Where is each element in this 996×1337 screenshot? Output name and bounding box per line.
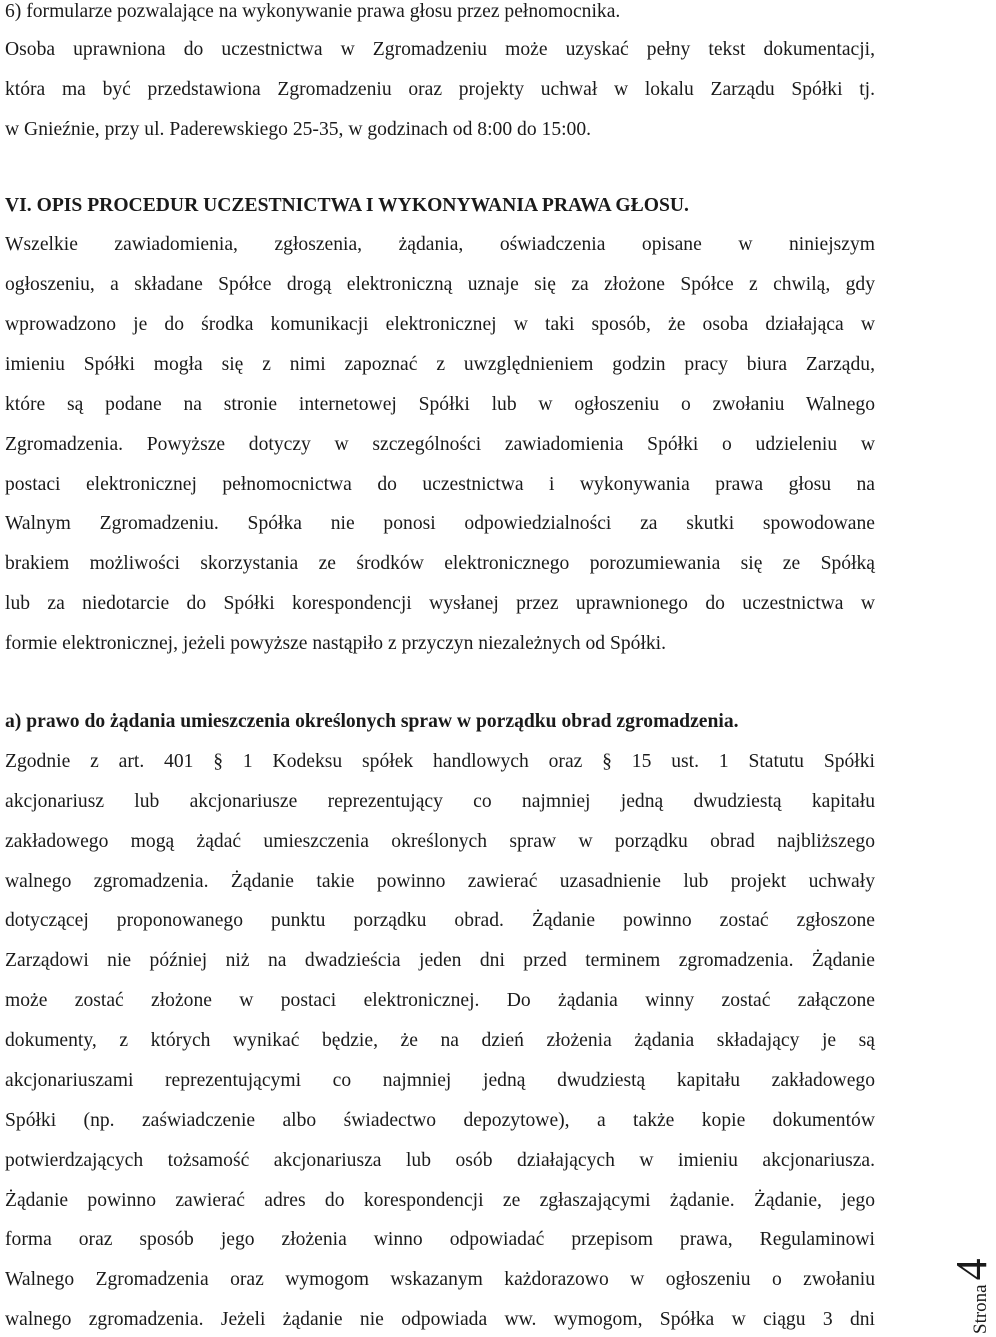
body-line: brakiem możliwości skorzystania ze środków elektronicznego porozumiewania się ze Spółką xyxy=(5,553,875,574)
body-line: akcjonariuszami reprezentującymi co najmniej jedną dwudziestą kapitału zakładowego xyxy=(5,1070,875,1091)
body-line: wprowadzono je do środka komunikacji elektronicznej w taki sposób, że osoba działająca w xyxy=(5,314,875,335)
body-line: zakładowego mogą żądać umieszczenia określonych spraw w porządku obrad najbliższego xyxy=(5,831,875,852)
body-line: Zarządowi nie później niż na dwadzieścia jeden dni przed terminem zgromadzenia. Żądanie xyxy=(5,950,875,971)
body-line: formie elektronicznej, jeżeli powyższe nastąpiło z przyczyn niezależnych od Spółki. xyxy=(5,633,667,654)
body-line: potwierdzających tożsamość akcjonariusza lub osób działających w imieniu akcjonariusza. xyxy=(5,1150,875,1171)
body-line: walnego zgromadzenia. Jeżeli żądanie nie odpowiada ww. wymogom, Spółka w ciągu 3 dni xyxy=(5,1309,875,1330)
body-line: ogłoszeniu, a składane Spółce drogą elektroniczną uznaje się za złożone Spółce z chwilą, gdy xyxy=(5,274,875,295)
body-line: Zgodnie z art. 401 § 1 Kodeksu spółek handlowych oraz § 15 ust. 1 Statutu Spółki xyxy=(5,751,875,772)
page-number-footer xyxy=(918,1226,996,1336)
list-item-forms: 6) formularze pozwalające na wykonywanie prawa głosu przez pełnomocnika. xyxy=(5,1,621,22)
body-line: walnego zgromadzenia. Żądanie takie powinno zawierać uzasadnienie lub projekt uchwały xyxy=(5,871,875,892)
body-line: akcjonariusz lub akcjonariusze reprezentujący co najmniej jedną dwudziestą kapitału xyxy=(5,791,875,812)
body-line: forma oraz sposób jego złożenia winno odpowiadać przepisom prawa, Regulaminowi xyxy=(5,1229,875,1250)
body-line: Zgromadzenia. Powyższe dotyczy w szczególności zawiadomienia Spółki o udzieleniu w xyxy=(5,434,875,455)
body-line: w Gnieźnie, przy ul. Paderewskiego 25-35, w godzinach od 8:00 do 15:00. xyxy=(5,119,592,140)
page-number: 4 xyxy=(947,1258,996,1281)
body-line: Spółki (np. zaświadczenie albo świadectwo depozytowe), a także kopie dokumentów xyxy=(5,1110,875,1131)
body-line: Wszelkie zawiadomienia, zgłoszenia, żądania, oświadczenia opisane w niniejszym xyxy=(5,234,875,255)
page-label: Strona xyxy=(970,1284,991,1334)
body-line: dotyczącej proponowanego punktu porządku obrad. Żądanie powinno zostać zgłoszone xyxy=(5,910,875,931)
page-number-rotated xyxy=(947,1258,996,1334)
body-line: Walnego Zgromadzenia oraz wymogom wskazanym każdorazowo w ogłoszeniu o zwołaniu xyxy=(5,1269,875,1290)
body-line: Żądanie powinno zawierać adres do korespondencji ze zgłaszającymi żądanie. Żądanie, jego xyxy=(5,1190,875,1211)
subsection-heading-a: a) prawo do żądania umieszczenia określonych spraw w porządku obrad zgromadzenia. xyxy=(5,711,739,732)
body-line: imieniu Spółki mogła się z nimi zapoznać z uwzględnieniem godzin pracy biura Zarządu, xyxy=(5,354,875,375)
body-line: które są podane na stronie internetowej Spółki lub w ogłoszeniu o zwołaniu Walnego xyxy=(5,394,875,415)
body-line: Osoba uprawniona do uczestnictwa w Zgromadzeniu może uzyskać pełny tekst dokumentacji, xyxy=(5,39,875,60)
body-line: Walnym Zgromadzeniu. Spółka nie ponosi odpowiedzialności za skutki spowodowane xyxy=(5,513,875,534)
section-heading-vi: VI. OPIS PROCEDUR UCZESTNICTWA I WYKONYWANIA PRAWA GŁOSU. xyxy=(5,195,689,216)
body-line: która ma być przedstawiona Zgromadzeniu oraz projekty uchwał w lokalu Zarządu Spółki tj. xyxy=(5,79,875,100)
body-line: lub za niedotarcie do Spółki korespondencji wysłanej przez uprawnionego do uczestnictwa w xyxy=(5,593,875,614)
body-line: dokumenty, z których wynikać będzie, że na dzień złożenia żądania składający je są xyxy=(5,1030,875,1051)
body-line: postaci elektronicznej pełnomocnictwa do uczestnictwa i wykonywania prawa głosu na xyxy=(5,474,875,495)
body-line: może zostać złożone w postaci elektronicznej. Do żądania winny zostać załączone xyxy=(5,990,875,1011)
